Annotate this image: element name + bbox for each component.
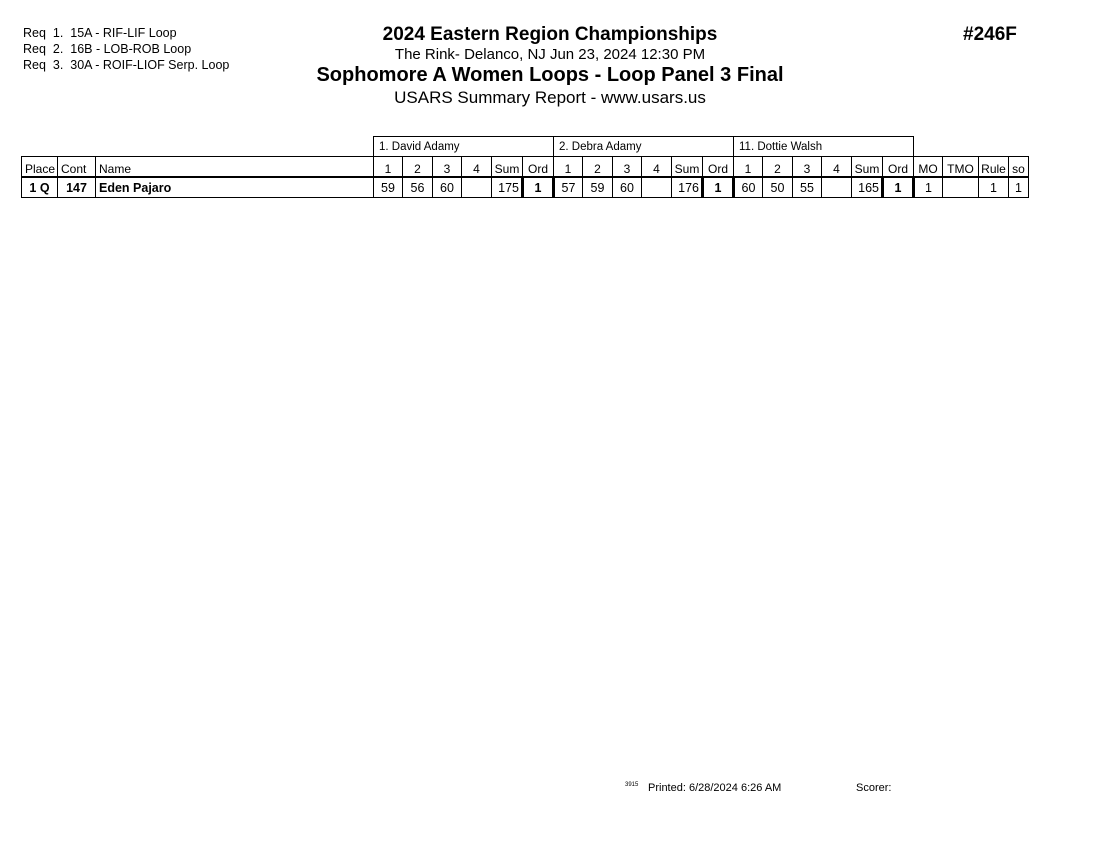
j1-ord: 1 [523,177,554,198]
j3-score-4 [822,177,852,198]
place-cell: 1 Q [22,177,58,198]
so-cell: 1 [1009,177,1029,198]
col-place: Place [22,157,58,178]
col-j2-1: 1 [554,157,583,178]
col-j1-3: 3 [433,157,462,178]
competition-title: 2024 Eastern Region Championships [382,24,718,45]
tmo-cell [943,177,979,198]
event-title: Sophomore A Women Loops - Loop Panel 3 Final [316,64,784,86]
col-tmo: TMO [943,157,979,178]
col-j3-4: 4 [822,157,852,178]
venue-date: The Rink- Delanco, NJ Jun 23, 2024 12:30 PM [394,46,706,63]
j3-ord: 1 [883,177,914,198]
j3-score-2: 50 [763,177,793,198]
col-j2-sum: Sum [672,157,703,178]
col-j1-2: 2 [403,157,433,178]
judge-header-row [22,137,1029,157]
j3-score-3: 55 [793,177,822,198]
skater-name: Eden Pajaro [96,177,374,198]
j1-score-3: 60 [433,177,462,198]
requirement-3: Req 3. 30A - ROIF-LIOF Serp. Loop [23,58,230,72]
col-cont: Cont [58,157,96,178]
col-j1-1: 1 [374,157,403,178]
report-title: USARS Summary Report - www.usars.us [394,88,706,107]
j2-score-1: 57 [554,177,583,198]
requirement-2: Req 2. 16B - LOB-ROB Loop [23,42,192,56]
column-header-row [22,157,1029,178]
scorer-label: Scorer: [856,782,892,794]
j2-score-2: 59 [583,177,613,198]
col-j2-4: 4 [642,157,672,178]
j2-sum: 176 [672,177,703,198]
col-j3-2: 2 [763,157,793,178]
report-header [250,24,850,109]
col-j2-ord: Ord [703,157,734,178]
j2-ord: 1 [703,177,734,198]
col-j2-2: 2 [583,157,613,178]
j2-score-3: 60 [613,177,642,198]
col-j3-sum: Sum [852,157,883,178]
form-code: 3915 [625,782,639,788]
cont-cell: 147 [58,177,96,198]
j2-score-4 [642,177,672,198]
col-so: so [1009,157,1029,178]
col-j2-3: 3 [613,157,642,178]
col-rule: Rule [979,157,1009,178]
j1-score-4 [462,177,492,198]
requirements-list [23,25,229,73]
j3-sum: 165 [852,177,883,198]
col-j3-ord: Ord [883,157,914,178]
col-name: Name [96,157,374,178]
col-j1-ord: Ord [523,157,554,178]
event-number: #246F [963,24,1017,45]
mo-cell: 1 [914,177,943,198]
col-j1-sum: Sum [492,157,523,178]
col-mo: MO [914,157,943,178]
results-table [21,136,1029,198]
judge-3-name: 11. Dottie Walsh [734,137,914,157]
table-row [22,177,1029,198]
requirement-1: Req 1. 15A - RIF-LIF Loop [23,26,177,40]
rule-cell: 1 [979,177,1009,198]
j1-sum: 175 [492,177,523,198]
j1-score-1: 59 [374,177,403,198]
printed-timestamp: Printed: 6/28/2024 6:26 AM [648,782,782,794]
col-j1-4: 4 [462,157,492,178]
j3-score-1: 60 [734,177,763,198]
judge-2-name: 2. Debra Adamy [554,137,734,157]
j1-score-2: 56 [403,177,433,198]
col-j3-3: 3 [793,157,822,178]
judge-1-name: 1. David Adamy [374,137,554,157]
col-j3-1: 1 [734,157,763,178]
